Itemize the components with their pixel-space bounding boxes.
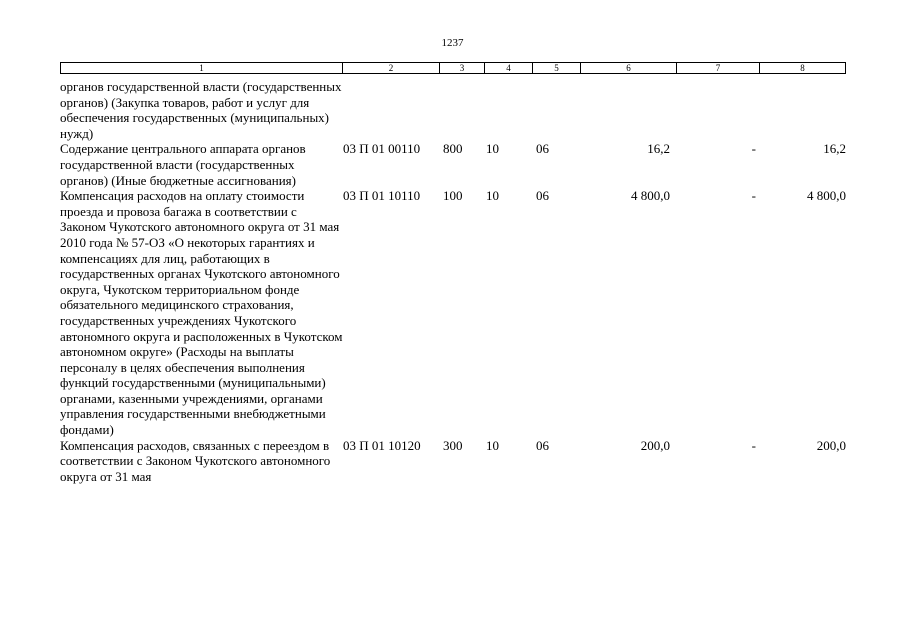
- row-description: Содержание центрального аппарата органов государственной власти (государственных органов) (Иные бюджетные ассигнования): [60, 141, 306, 188]
- row-expense-type: 300: [443, 437, 463, 453]
- row-description: Компенсация расходов, связанных с переездом в соответствии с Законом Чукотского автономного округа от 31 мая: [60, 437, 331, 484]
- row-subsection: 06: [536, 188, 549, 204]
- header-col-6: 6: [581, 63, 677, 73]
- table-row: [60, 141, 846, 188]
- table-row: [60, 79, 846, 141]
- row-subsection: 06: [536, 141, 549, 157]
- row-expense-type: 100: [443, 188, 463, 204]
- table-row: [60, 438, 846, 485]
- header-col-5: 5: [533, 63, 581, 73]
- row-sum-col6: 16,2: [647, 141, 670, 157]
- row-description: Компенсация расходов на оплату стоимости проезда и провоза багажа в соответствии с Законом Чукотского автономного округа от 31 мая 2010 года № 57-ОЗ «О некоторых гарантиях и компенсациях для лиц, работающих в государственных органах Чукотского автономного округа, Чукотском территориальном фонде обязательного медицинского страхования, государственных учреждениях Чукотского автономного округа и расположенных в Чукотском автономном округе» (Расходы на выплаты персоналу в целях обеспечения выполнения функций государственными (муниципальными) органами, казенными учреждениями, органами управления государственными внебюджетными фондами): [60, 188, 343, 438]
- row-sum-col8: 4 800,0: [807, 188, 846, 204]
- row-subsection: 06: [536, 437, 549, 453]
- row-sum-col6: 4 800,0: [631, 188, 670, 204]
- row-code: 03 П 01 10120: [343, 437, 421, 453]
- row-code: 03 П 01 00110: [343, 141, 421, 157]
- header-col-2: 2: [343, 63, 440, 73]
- row-code: 03 П 01 10110: [343, 188, 421, 204]
- row-sum-col7: -: [751, 437, 756, 453]
- table-header: [60, 62, 846, 74]
- row-section: 10: [486, 141, 499, 157]
- header-col-8: 8: [800, 63, 805, 73]
- row-section: 10: [486, 188, 499, 204]
- header-col-1: 1: [61, 63, 343, 73]
- row-expense-type: 800: [443, 141, 463, 157]
- row-section: 10: [486, 437, 499, 453]
- table-body: [60, 79, 846, 484]
- header-col-4: 4: [485, 63, 533, 73]
- row-sum-col8: 16,2: [823, 141, 846, 157]
- row-sum-col8: 200,0: [816, 437, 846, 453]
- header-col-7: 7: [677, 63, 760, 73]
- row-description: органов государственной власти (государственных органов) (Закупка товаров, работ и услуг для обеспечения государственных (муниципальных) нужд): [60, 79, 342, 141]
- header-col-3: 3: [440, 63, 485, 73]
- row-sum-col7: -: [751, 141, 756, 157]
- row-sum-col7: -: [751, 188, 756, 204]
- row-sum-col6: 200,0: [640, 437, 670, 453]
- page-number: 1237: [441, 37, 464, 49]
- table-row: [60, 188, 846, 438]
